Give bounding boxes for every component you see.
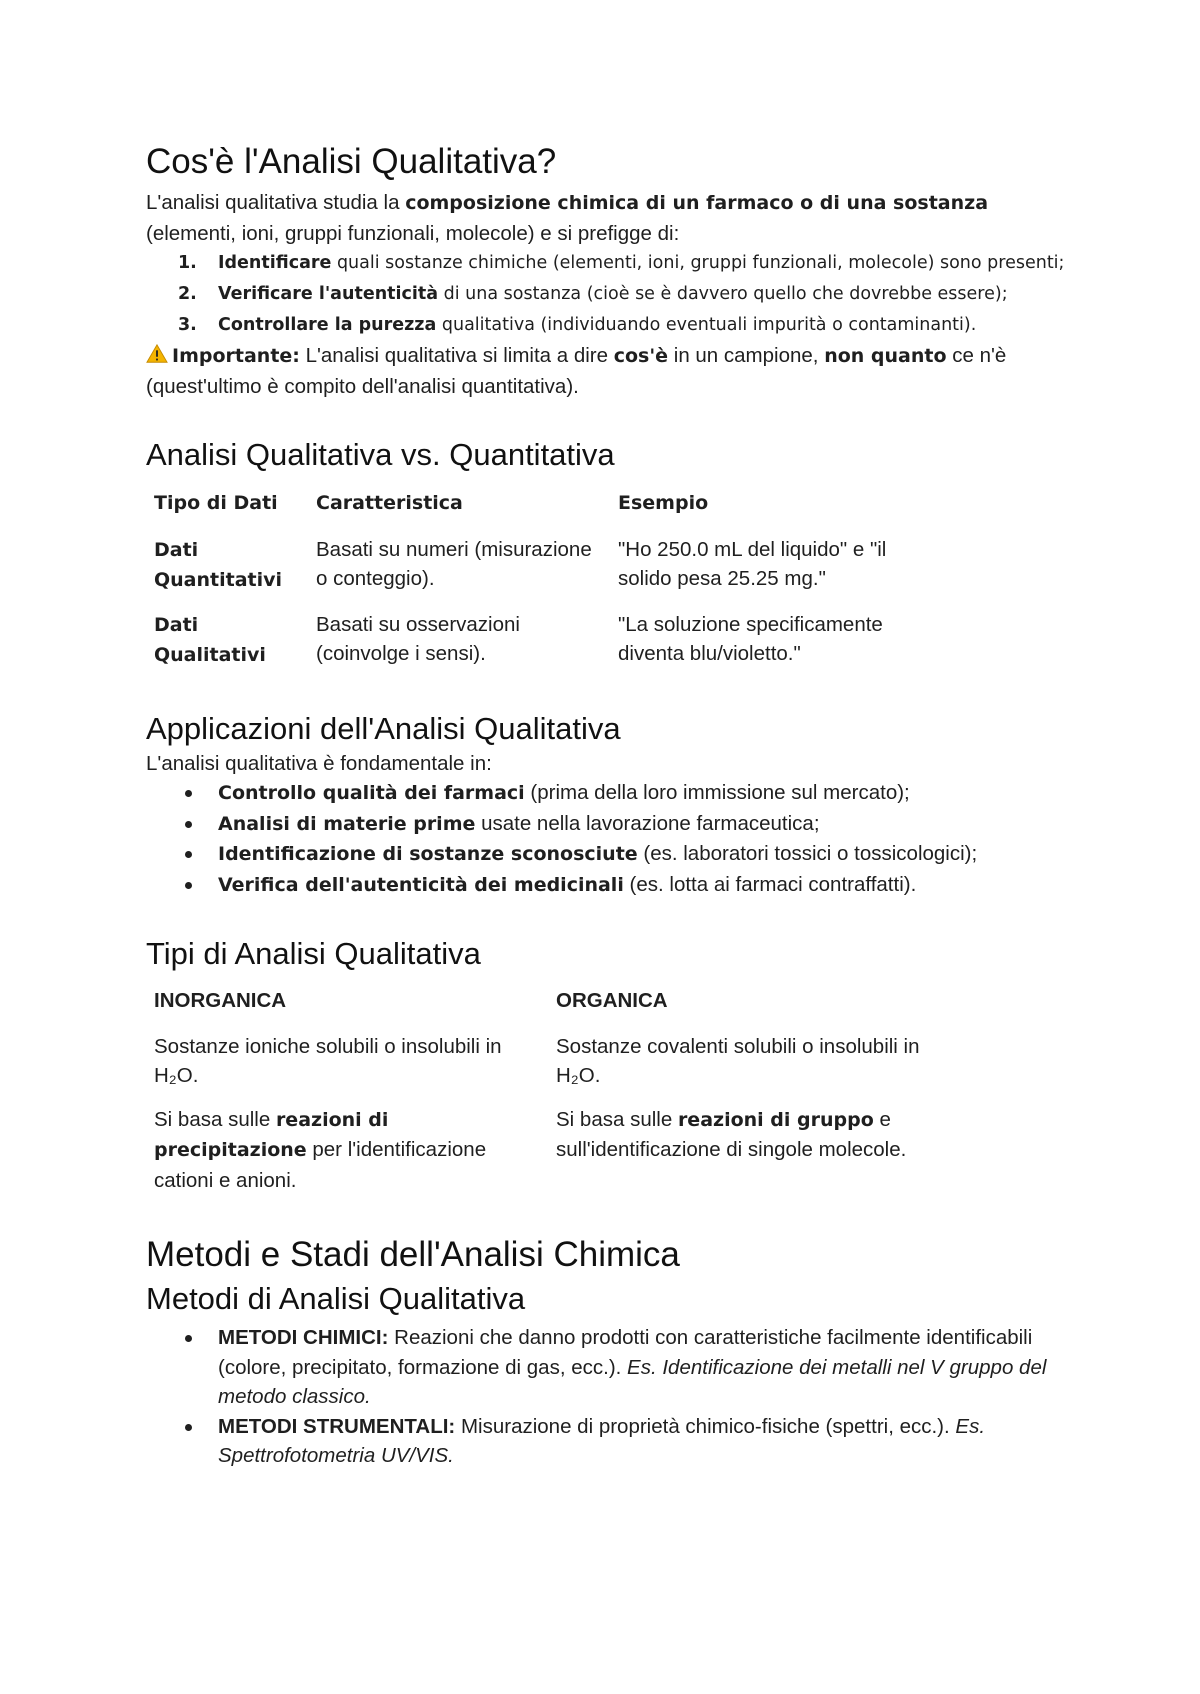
section-title-cos-e: Cos'è l'Analisi Qualitativa? — [146, 142, 557, 181]
comparison-table — [146, 481, 946, 679]
table-row: Si basa sulle reazioni di precipitazione per l'identificazione cationi e anioni. Si basa sulle reazioni di gruppo e sull'identificazione di singole molecole. — [154, 1107, 907, 1192]
objectives-list — [146, 248, 1066, 341]
section-title-comparison: Analisi Qualitativa vs. Quantitativa — [146, 437, 615, 472]
list-item: Verifica dell'autenticità dei medicinali (es. lotta ai farmaci contraffatti). — [218, 870, 1066, 901]
table-header-row: INORGANICA ORGANICA — [154, 989, 668, 1012]
methods-list — [146, 1323, 1066, 1471]
table-header-row: Tipo di Dati Caratteristica Esempio — [154, 492, 709, 514]
section-title-types: Tipi di Analisi Qualitativa — [146, 936, 481, 971]
section-title-methods: Metodi e Stadi dell'Analisi Chimica — [146, 1235, 680, 1274]
list-item: Identificazione di sostanze sconosciute (es. laboratori tossici o tossicologici); — [218, 839, 1066, 870]
applications-intro: L'analisi qualitativa è fondamentale in: — [146, 751, 492, 775]
important-note: Importante: L'analisi qualitativa si limita a dire cos'è in un campione, non quanto ce n'è (quest'ultimo è compito dell'analisi quantitativa). — [146, 344, 1007, 398]
list-item: Analisi di materie prime usate nella lavorazione farmaceutica; — [218, 809, 1066, 840]
document-content — [146, 140, 1066, 1471]
warning-icon — [146, 343, 168, 365]
applications-list — [146, 778, 1066, 900]
list-item: 3. Controllare la purezza qualitativa (individuando eventuali impurità o contaminanti). — [178, 315, 977, 335]
table-row: Dati Quantitativi Basati su numeri (misurazione o conteggio). "Ho 250.0 mL del liquido" e "il solido pesa 25.25 mg." — [154, 537, 887, 591]
section-subtitle-methods: Metodi di Analisi Qualitativa — [146, 1281, 526, 1316]
list-item: 1. Identificare quali sostanze chimiche (elementi, ioni, gruppi funzionali, molecole) sono presenti; — [178, 253, 1065, 273]
list-item: METODI STRUMENTALI: Misurazione di proprietà chimico-fisiche (spettri, ecc.). Es. Spettrofotometria UV/VIS. — [218, 1412, 1066, 1471]
section-title-applications: Applicazioni dell'Analisi Qualitativa — [146, 710, 621, 746]
intro-paragraph: L'analisi qualitativa studia la composizione chimica di un farmaco o di una sostanza (elementi, ioni, gruppi funzionali, molecole) e si prefigge di: — [146, 191, 989, 245]
table-row: Dati Qualitativi Basati su osservazioni (coinvolge i sensi). "La soluzione specificamente diventa blu/violetto." — [154, 612, 883, 666]
list-item: METODI CHIMICI: Reazioni che danno prodotti con caratteristiche facilmente identificabili (colore, precipitato, formazione di gas, ecc.). Es. Identificazione dei metalli nel V gruppo del metodo classico. — [218, 1323, 1066, 1412]
list-item: 2. Verificare l'autenticità di una sostanza (cioè se è davvero quello che dovrebbe essere); — [178, 284, 1008, 304]
list-item: Controllo qualità dei farmaci (prima della loro immissione sul mercato); — [218, 778, 1066, 809]
types-table — [146, 978, 934, 1203]
table-row: Sostanze ioniche solubili o insolubili in H₂O. Sostanze covalenti solubili o insolubili in H₂O. — [154, 1034, 920, 1087]
